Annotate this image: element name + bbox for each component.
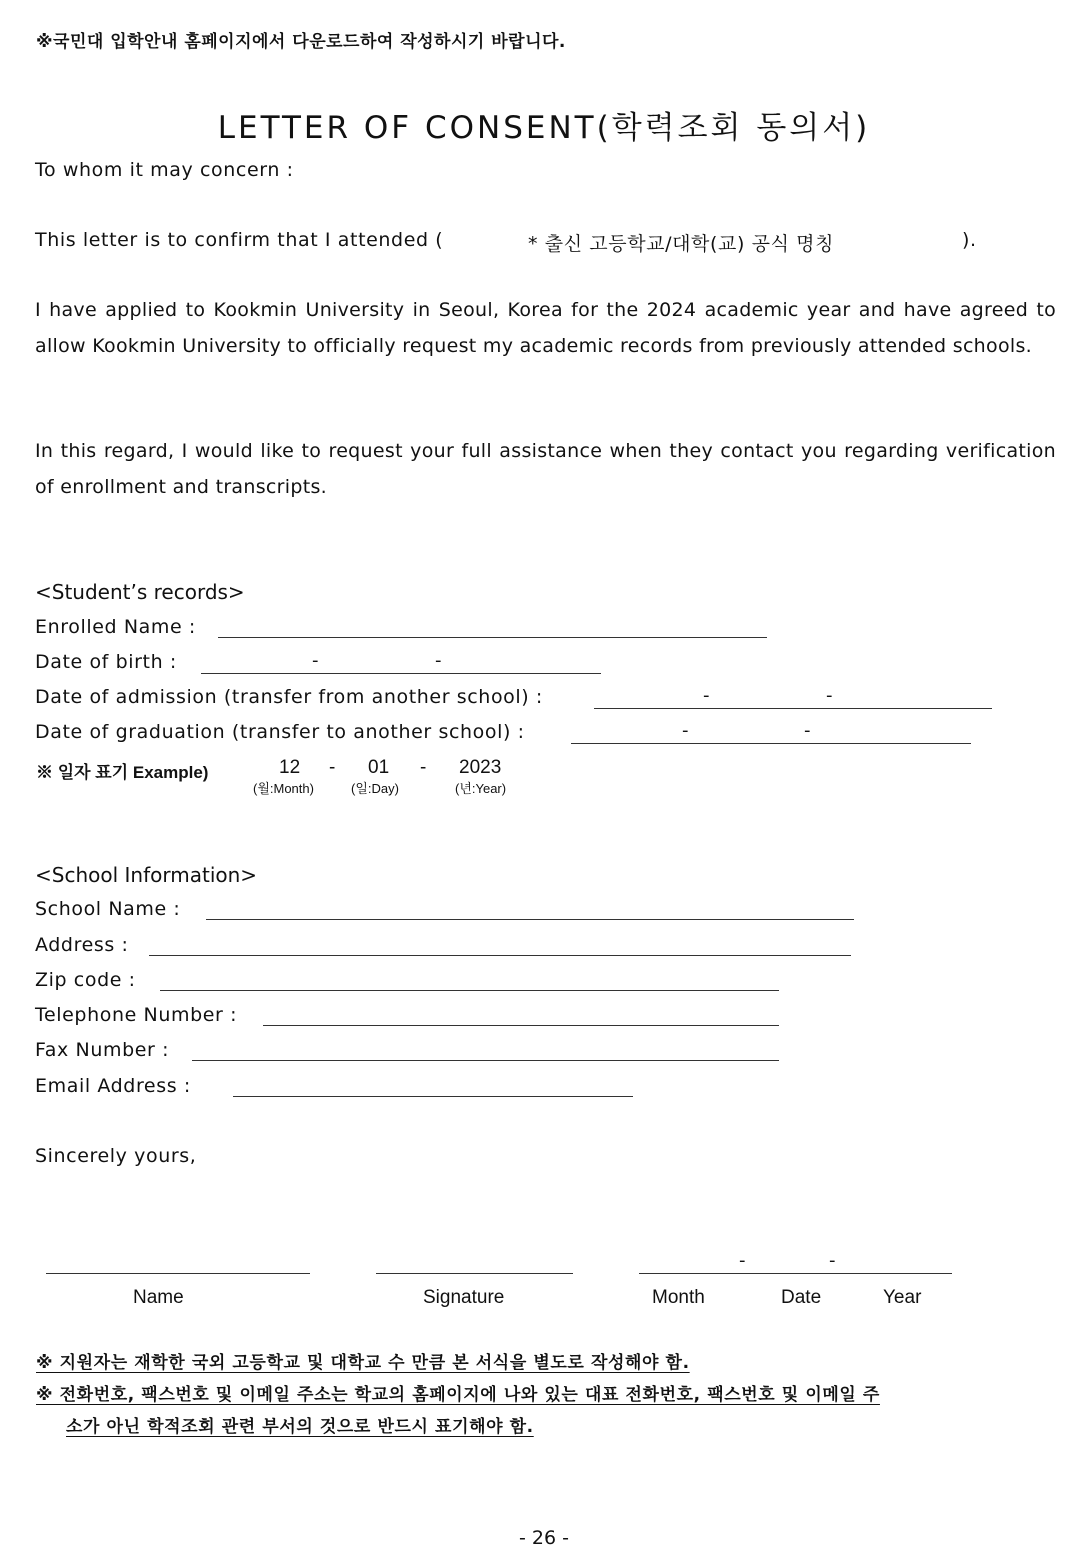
date-separator: - xyxy=(739,1250,746,1271)
date-signature-line[interactable] xyxy=(639,1273,952,1274)
enrolled-name-field[interactable] xyxy=(218,637,767,638)
signature-label: Signature xyxy=(423,1287,505,1308)
telephone-number-field[interactable] xyxy=(263,1025,779,1026)
date-separator: - xyxy=(826,685,833,706)
confirm-line-suffix: ). xyxy=(962,229,977,251)
date-separator: - xyxy=(703,685,710,706)
name-label: Name xyxy=(133,1287,184,1308)
school-name-placeholder[interactable]: * 출신 고등학교/대학(교) 공식 명칭 xyxy=(528,233,835,255)
example-day: 01 xyxy=(368,757,390,778)
closing: Sincerely yours, xyxy=(35,1145,197,1167)
example-separator: - xyxy=(329,757,336,778)
date-label: Date xyxy=(781,1287,822,1308)
paragraph-application: I have applied to Kookmin University in Seoul, Korea for the 2024 academic year and have agreed to allow Kookmin University to officially request my academic records from previously attended schools. xyxy=(35,299,1056,357)
date-of-birth-label: Date of birth : xyxy=(35,651,177,673)
example-separator: - xyxy=(420,757,427,778)
page-number: - 26 - xyxy=(519,1527,569,1549)
enrolled-name-label: Enrolled Name : xyxy=(35,616,196,638)
school-information-heading: <School Information> xyxy=(35,863,258,887)
document-title: LETTER OF CONSENT(학력조회 동의서) xyxy=(217,110,871,146)
note-separate-form: ※ 지원자는 재학한 국외 고등학교 및 대학교 수 만큼 본 서식을 별도로 작성해야 함. xyxy=(36,1353,690,1373)
telephone-number-label: Telephone Number : xyxy=(35,1004,238,1026)
date-separator: - xyxy=(435,650,442,671)
zip-code-label: Zip code : xyxy=(35,969,136,991)
email-address-field[interactable] xyxy=(233,1096,633,1097)
top-notice: ※국민대 입학안내 홈페이지에서 다운로드하여 작성하시기 바랍니다. xyxy=(36,32,566,52)
zip-code-field[interactable] xyxy=(160,990,779,991)
example-year: 2023 xyxy=(459,757,502,778)
notes xyxy=(36,1347,1056,1443)
signature-line[interactable] xyxy=(376,1273,573,1274)
date-separator: - xyxy=(682,720,689,741)
example-year-caption: (년:Year) xyxy=(455,781,507,796)
email-address-label: Email Address : xyxy=(35,1075,191,1097)
date-separator: - xyxy=(829,1250,836,1271)
fax-number-field[interactable] xyxy=(192,1060,779,1061)
school-name-field[interactable] xyxy=(206,919,854,920)
address-label: Address : xyxy=(35,934,129,956)
example-month-caption: (월:Month) xyxy=(253,781,314,796)
date-of-admission-field[interactable] xyxy=(594,708,992,709)
student-records-heading: <Student’s records> xyxy=(35,580,245,604)
address-field[interactable] xyxy=(149,955,851,956)
date-of-graduation-field[interactable] xyxy=(571,743,971,744)
year-label: Year xyxy=(883,1287,922,1308)
date-format-example-label: ※ 일자 표기 Example) xyxy=(36,763,209,782)
confirm-line-prefix: This letter is to confirm that I attended ( xyxy=(35,229,444,251)
date-separator: - xyxy=(312,650,319,671)
example-day-caption: (일:Day) xyxy=(351,781,399,796)
date-of-birth-field[interactable] xyxy=(201,673,601,674)
fax-number-label: Fax Number : xyxy=(35,1039,170,1061)
note-contact-info: ※ 전화번호, 팩스번호 및 이메일 주소는 학교의 홈페이지에 나와 있는 대표 전화번호, 팩스번호 및 이메일 주 xyxy=(36,1385,880,1405)
date-of-graduation-label: Date of graduation (transfer to another school) : xyxy=(35,721,525,743)
school-name-label: School Name : xyxy=(35,898,181,920)
example-month: 12 xyxy=(279,757,301,778)
month-label: Month xyxy=(652,1287,705,1308)
paragraph-request: In this regard, I would like to request your full assistance when they contact you regarding verification of enrollment and transcripts. xyxy=(35,440,1056,498)
name-signature-line[interactable] xyxy=(46,1273,310,1274)
date-of-admission-label: Date of admission (transfer from another school) : xyxy=(35,686,543,708)
date-separator: - xyxy=(804,720,811,741)
salutation: To whom it may concern : xyxy=(35,159,294,181)
note-contact-info-continued: 소가 아닌 학적조회 관련 부서의 것으로 반드시 표기해야 함. xyxy=(66,1417,534,1437)
